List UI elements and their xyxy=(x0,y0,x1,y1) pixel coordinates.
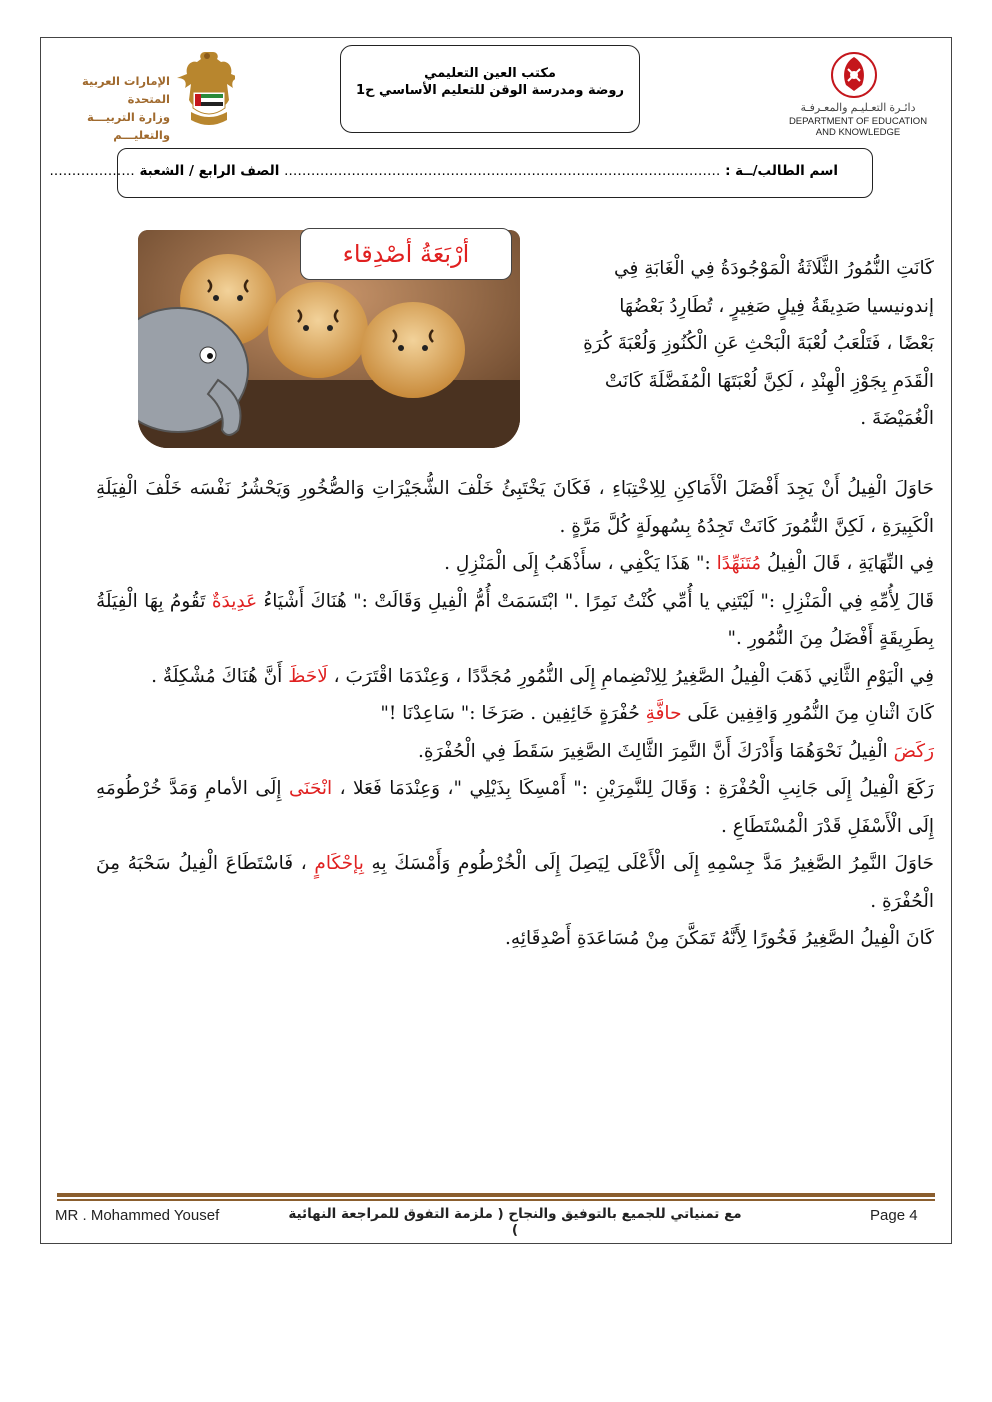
text-run: الْفِيلُ نَحْوَهُمَا وَأَدْرَكَ أَنَّ النَّمِرَ الثَّالِثَ الصَّغِيرَ سَقَطَ فِي الْحُفْرَةِ. xyxy=(417,740,894,762)
text-run: فِي الْيَوْمِ الثَّانِي ذَهَبَ الْفِيلُ الصَّغِيرُ لِلِانْضِمامِ إِلَى النُّمُورِ مُجَدَّدًا ، وَعِنْدَمَا اقْتَرَبَ ، xyxy=(327,665,934,687)
story-line: الْقَدَمِ بِجَوْزِ الْهِنْدِ ، لَكِنَّ لُعْبَتَهَا الْمُفَضَّلَةَ كَانَتْ xyxy=(604,370,934,392)
text-run: حُفْرَةٍ خَائِفِين . صَرَخَا :" سَاعِدْنَا !" xyxy=(380,703,646,724)
story-paragraph-4 xyxy=(96,583,934,658)
text-run: حَاوَلَ النَّمِرُ الصَّغِيرُ مَدَّ جِسْمِهِ إِلَى الْأَعْلَى لِيَصِلَ إِلَى الْخُرْطُومِ وَأَمْسَكَ بِهِ xyxy=(363,853,934,874)
tiger-cub-3-icon xyxy=(361,302,465,398)
highlighted-word: رَكَضَ xyxy=(893,740,934,762)
doe-name-line1: DEPARTMENT OF EDUCATION xyxy=(788,116,928,127)
story-paragraph-6 xyxy=(96,695,934,733)
footer-divider xyxy=(57,1193,935,1197)
ministry-name-line2: وزارة التربيـــة والتعليـــم xyxy=(86,110,170,142)
student-name-label: اسم الطالب/ــة : xyxy=(725,163,838,179)
text-run: كَانَ اثْنانِ مِنَ النُّمُورِ وَاقِفِين عَلَى xyxy=(681,703,934,724)
footer-note: مع تمنياتي للجميع بالتوفيق والنجاح ( ملزمة التفوق للمراجعة النهائية ) xyxy=(288,1206,742,1238)
doe-name-arabic: دائـرة التعـليـم والمعـرفـة xyxy=(800,102,916,114)
story-line: بَعْضًا ، فَتَلْعَبُ لُعْبَةَ الْبَحْثِ عَنِ الْكُنُوزِ وَلُعْبَةَ كُرَةِ xyxy=(583,333,934,354)
text-run: قَالَ لِأُمِّهِ فِي الْمَنْزِلِ :" لَيْتَنِي يا أُمِّي كُنْتُ نَمِرًا ." ابْتَسَمَتْ أُمُّ الْفِيلِ وَقَالَتْ :" هُنَاكَ أَشْيَاءُ xyxy=(257,590,935,612)
doe-name-line2: AND KNOWLEDGE xyxy=(815,127,901,138)
tiger-cub-2-icon xyxy=(268,282,368,378)
student-info-box xyxy=(49,148,873,198)
text-run: أَنَّ هُنَاكَ مُشْكِلَةٌ . xyxy=(151,665,289,687)
doe-name xyxy=(778,103,938,138)
grade-label: الصف الرابع / الشعبة xyxy=(139,163,280,179)
story-paragraph-8 xyxy=(96,770,934,845)
footer-divider-thin xyxy=(57,1199,935,1201)
story-line: كَانَتِ النُّمُورُ الثَّلَاثَةُ الْمَوْجُودَةُ فِي الْغَابَةِ فِي xyxy=(614,258,934,279)
highlighted-word: حافَّةِ xyxy=(645,703,682,724)
highlighted-word: عَدِيدَةٌ xyxy=(211,590,258,612)
story-paragraph-7 xyxy=(96,733,934,771)
highlighted-word: لَاحَظَ xyxy=(288,665,328,687)
student-info-row xyxy=(50,163,839,179)
story-line: إندونيسيا صَدِيقَةُ فِيلٍ صَغِيرٍ ، تُطَارِدُ بَعْضُهَا xyxy=(619,295,934,317)
student-name-field[interactable]: ……………………………………………………………………………………. xyxy=(284,163,721,179)
footer-author: MR . Mohammed Yousef xyxy=(55,1207,220,1224)
highlighted-word: بِإحْكَامٍ xyxy=(314,853,364,874)
story-paragraph-5 xyxy=(96,658,934,696)
school-name: روضة ومدرسة الوقن للتعليم الأساسي ح1 xyxy=(356,83,624,98)
text-run: تَقُومُ بِهَا الْفِيَلَةُ بِطَرِيقَةٍ أَفْضَلُ مِنَ النُّمُورِ ." xyxy=(96,590,934,649)
text-run: فِي النِّهَايَةِ ، قَالَ الْفِيلُ xyxy=(761,553,934,574)
ministry-name xyxy=(60,72,170,144)
text-run: :" هَذَا يَكْفِي ، سأَذْهَبُ إِلَى الْمَنْزِلِ . xyxy=(444,553,717,574)
text-run: إِلَى الأمامِ وَمَدَّ خُرْطُومَهِ إِلَى الْأَسْفَلِ قَدْرَ الْمُسْتَطَاعِ . xyxy=(96,778,934,837)
story-paragraph-1 xyxy=(534,250,934,438)
story-paragraph-3 xyxy=(96,545,934,583)
story-paragraph-10: كَانَ الْفِيلُ الصَّغِيرُ فَخُورًا لِأَنَّهُ تَمَكَّنَ مِنْ مُسَاعَدَةِ أَصْدِقَائِهِ. xyxy=(505,928,934,949)
section-field[interactable]: ………………. xyxy=(49,163,135,179)
text-run: رَكَعَ الْفِيلُ إِلَى جَانِبِ الْحُفْرَةِ : وَقَالَ لِلنَّمِرَيْنِ :" أَمْسِكَا بِذَيْلِي "، وَعِنْدَمَا فَعَلا ، xyxy=(332,778,934,799)
story-paragraph-2: حَاوَلَ الْفِيلُ أَنْ يَجِدَ أَفْضَلَ الْأَمَاكِنِ لِلِاخْتِبَاءِ ، فَكَانَ يَخْتَبِئُ خَلْفَ الشُّجَيْرَاتِ وَالصُّخُورِ وَيَحْشُرُ نَفْسَه خَلْفَ الْفِيَلَةِ الْكَبِيرَةِ ، لَكِنَّ النُّمُورَ كَانَتْ تَجِدُهُ بِسُهولَةٍ كُلَّ مَرَّةٍ . xyxy=(96,478,934,537)
story-body xyxy=(96,470,934,958)
story-title: أرْبَعَةُ أصْدِقاء xyxy=(300,228,512,280)
story-line: الْغُمَيْضَةَ . xyxy=(860,408,934,429)
ministry-name-line1: الإمارات العربية المتحدة xyxy=(82,74,170,106)
text-run: ، فَاسْتَطَاعَ الْفِيلُ سَحْبَهُ مِنَ الْحُفْرَةِ . xyxy=(96,853,934,912)
highlighted-word: انْحَنَى xyxy=(288,778,333,799)
highlighted-word: مُتَنَهِّدًا xyxy=(716,553,762,574)
school-header-box xyxy=(340,45,640,133)
page-number: Page 4 xyxy=(870,1207,918,1224)
school-office: مكتب العين التعليمي xyxy=(424,66,556,81)
story-paragraph-9 xyxy=(96,845,934,920)
